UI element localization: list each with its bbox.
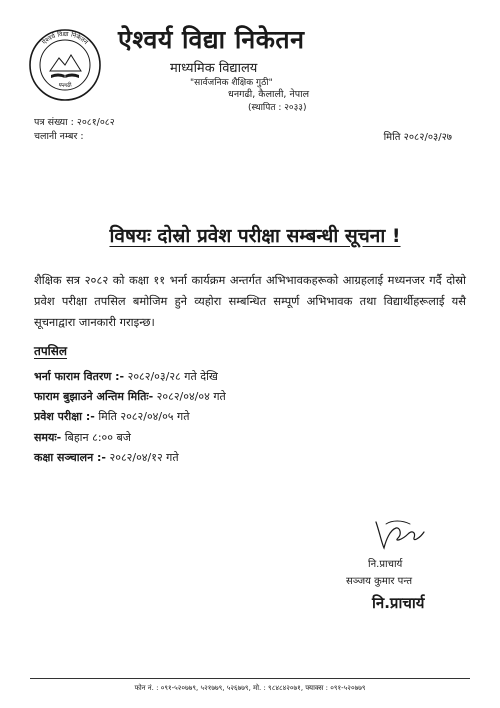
detail-label: फाराम बुझाउने अन्तिम मितिः- — [34, 390, 154, 403]
date-label: मिति — [383, 132, 401, 143]
school-address: धनगढी, कैलाली, नेपाल — [228, 89, 310, 100]
detail-entrance-exam — [34, 409, 190, 424]
details-heading: तपसिल — [34, 344, 68, 358]
signatory-stamp-title: नि.प्राचार्य — [372, 594, 425, 612]
detail-label: समयः- — [34, 431, 62, 444]
notice-body: शैक्षिक सत्र २०८२ को कक्षा ११ भर्ना कार्यक्रम अन्तर्गत अभिभावकहरूको आग्रहलाई मध्यनजर गर्दै दोस्रो प्रवेश परीक्षा तपसिल बमोजिम हुने व्यहोरा सम्बन्धित सम्पूर्ण अभिभावक तथा विद्यार्थीहरूलाई यसै सूचनाद्वारा जानकारी गराइन्छ। — [34, 273, 466, 329]
signatory-title: नि.प्राचार्य — [368, 559, 403, 570]
svg-text:धनगढी: धनगढी — [57, 82, 73, 90]
school-tagline: "सार्वजनिक शैक्षिक गुठी" — [190, 78, 273, 88]
detail-label: प्रवेश परीक्षा :- — [34, 410, 95, 423]
letter-number-label: पत्र संख्या : — [34, 117, 74, 128]
detail-time — [34, 430, 131, 445]
detail-label: भर्ना फाराम वितरण :- — [34, 370, 125, 383]
letter-number — [34, 115, 115, 128]
letter-date — [384, 129, 452, 143]
handwritten-signature — [372, 516, 428, 552]
notice-subject: विषयः दोस्रो प्रवेश परीक्षा सम्बन्धी सूचना ! — [109, 225, 401, 247]
school-type: माध्यमिक विद्यालय — [170, 61, 258, 76]
school-name: ऐश्वर्य विद्या निकेतन — [118, 25, 305, 54]
footer-divider — [30, 678, 470, 679]
date-value: २०८२/०३/२७ — [403, 132, 452, 143]
detail-form-deadline — [34, 389, 226, 404]
letter-number-value: २०८१/०८२ — [76, 117, 115, 128]
school-established: (स्थापित : २०३३) — [248, 103, 307, 113]
dispatch-number-label: चलानी नम्बर : — [34, 131, 84, 142]
svg-text:ऐश्वर्य विद्या निकेतन: ऐश्वर्य विद्या निकेतन — [40, 29, 90, 47]
detail-label: कक्षा सञ्चालन :- — [34, 451, 106, 464]
detail-class-start — [34, 450, 179, 465]
detail-value: २०८२/०३/२८ गते देखि — [127, 370, 218, 383]
footer-contact: फोन नं. : ०९१-५२०७७९, ५२१७७९, ५२६७७९, मो. : ९८४८४२०७१, फ्याक्स : ०९१-५२०७७९ — [134, 684, 366, 692]
detail-value: बिहान ८:०० बजे — [64, 431, 131, 444]
detail-value: मिति २०८२/०४/०५ गते — [98, 410, 190, 423]
detail-value: २०८२/०४/०४ गते — [156, 390, 226, 403]
detail-value: २०८२/०४/१२ गते — [109, 451, 179, 464]
detail-form-distribution — [34, 369, 218, 384]
signatory-name: सञ्जय कुमार पन्त — [346, 576, 413, 587]
school-crest-logo — [28, 28, 102, 102]
dispatch-number — [34, 129, 84, 142]
